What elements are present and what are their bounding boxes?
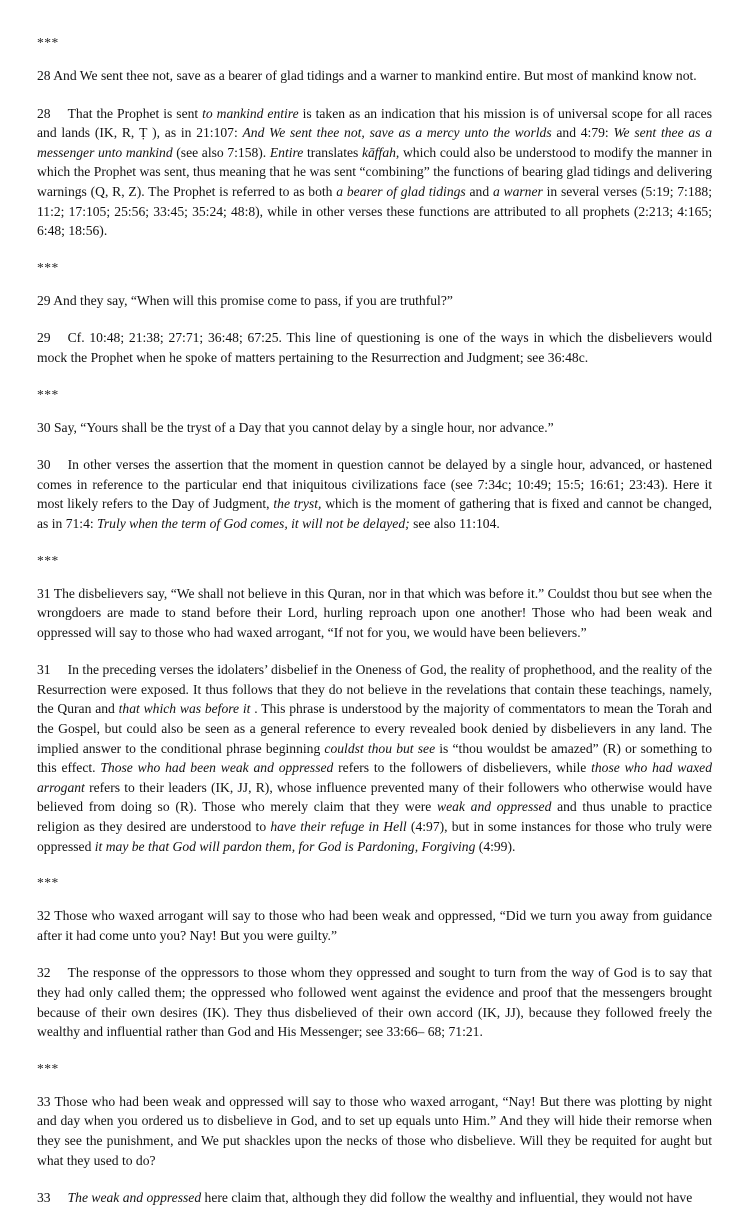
verse-paragraph — [37, 584, 712, 643]
text-run: here claim that, although they did follow the wealthy and influential, they would not have — [201, 1190, 693, 1206]
italic-run: a warner — [492, 183, 543, 199]
section-separator: *** — [37, 259, 59, 275]
text-run: (4:97), but in some instances for those who truly were oppressed — [37, 819, 712, 854]
text-run: 29 And they say, “When will this promise come to pass, if you are truthful?” — [37, 292, 453, 308]
page-content — [37, 34, 712, 1208]
italic-run: the tryst, — [273, 496, 322, 512]
verse-paragraph — [37, 906, 712, 945]
text-run: Cf. 10:48; 21:38; 27:71; 36:48; 67:25. This line of questioning is one of the ways in which the disbelievers would mock the Prophet when he spoke of matters pertaining to the Resurrection and Judgment; see 36:48c. — [37, 330, 712, 365]
commentary-paragraph — [37, 963, 712, 1041]
text-run: 28 And We sent thee not, save as a bearer of glad tidings and a warner to mankind entire. But most of mankind know not. — [37, 68, 697, 83]
italic-run: it may be that God will pardon them, for God is Pardoning, Forgiving — [94, 838, 476, 854]
italic-run: Entire — [269, 144, 304, 160]
section-separator: *** — [37, 552, 59, 568]
text-run: The response of the oppressors to those whom they oppressed and sought to turn from the way of God is to say that they had only called them; the oppressed who followed went against the evidence and proof that the messengers brought because of their own desires (IK). They thus disbelieved of their own accord (IK, JJ), because they followed freely the wealthy and influential rather than God and His Messenger; see 33:66– 68; 71:21. — [37, 965, 712, 1040]
text-run: refers to the followers of disbelievers, while — [333, 760, 592, 776]
section-separator: *** — [37, 1060, 59, 1076]
italic-run: couldst thou but see — [324, 740, 436, 756]
text-run: . This phrase is understood by the majority of commentators to mean the Torah and the Gospel, but could also be seen as a general reference to every revealed book denied by disbelievers in any land. The implied answer to the conditional phrase beginning — [37, 701, 712, 756]
text-run: and — [465, 183, 493, 199]
text-run: 32 Those who waxed arrogant will say to those who had been weak and oppressed, “Did we turn you away from guidance after it had come unto you? Nay! But you were guilty.” — [37, 908, 712, 943]
italic-run: kāffah, — [361, 144, 400, 160]
italic-run: The weak and oppressed — [67, 1190, 202, 1206]
text-run: and 4:79: — [551, 125, 614, 141]
text-run: (4:99). — [475, 838, 516, 854]
section-separator: *** — [37, 875, 59, 891]
section-separator: *** — [37, 35, 59, 50]
text-run: which is the moment of gathering that is fixed and cannot be changed, as in 71:4: — [37, 496, 713, 531]
commentary-paragraph — [37, 1188, 712, 1208]
italic-run: We sent thee as a messenger unto mankind — [37, 125, 712, 160]
text-run: That the Prophet is sent — [67, 105, 203, 121]
text-run: refers to their leaders (IK, JJ, R), whose influence prevented many of their followers who otherwise would have believed from doing so (R). Those who merely claim that they were — [37, 779, 712, 815]
text-run: In the preceding verses the idolaters’ disbelief in the Oneness of God, the reality of prophethood, and the reality of the Resurrection were exposed. It thus follows that they do not believe in the revelations that contain these teachings, namely, the Quran and — [37, 662, 712, 717]
italic-run: And We sent thee not, save as a mercy unto the worlds — [242, 125, 552, 141]
commentary-number: 28 — [37, 105, 51, 121]
italic-run: that which was before it — [118, 701, 251, 717]
text-run: in several verses (5:19; 7:188; 11:2; 17:105; 25:56; 33:45; 35:24; 48:8), while in other verses these functions are attributed to all prophets (2:213; 4:165; 6:48; 18:56). — [37, 183, 713, 239]
commentary-number: 31 — [37, 662, 51, 678]
commentary-number: 30 — [37, 457, 51, 473]
verse-paragraph — [37, 291, 712, 311]
commentary-paragraph — [37, 455, 712, 533]
text-run: 30 Say, “Yours shall be the tryst of a Day that you cannot delay by a single hour, nor advance.” — [37, 419, 554, 435]
commentary-paragraph — [37, 660, 712, 856]
verse-paragraph — [37, 418, 712, 438]
text-run: (see also 7:158). — [172, 144, 270, 160]
italic-run: to mankind entire — [202, 105, 299, 121]
commentary-number: 29 — [37, 330, 51, 346]
text-run: is “thou wouldst be amazed” (R) or something to this effect. — [37, 740, 712, 776]
verse-paragraph — [37, 66, 712, 86]
section-separator: *** — [37, 386, 59, 402]
commentary-number: 33 — [37, 1190, 51, 1206]
commentary-paragraph — [37, 104, 712, 241]
italic-run: those who had waxed arrogant — [37, 760, 713, 795]
italic-run: Truly when the term of God comes, it will not be delayed; — [97, 515, 410, 531]
text-run: In other verses the assertion that the moment in question cannot be delayed by a single hour, advanced, or hastened comes in reference to the particular end that iniquitous civilizations face (see 7:34c; 10:49; 15:5; 16:61; 23:43). Here it most likely refers to the Day of Judgment, — [37, 457, 712, 512]
italic-run: have their refuge in Hell — [270, 819, 407, 835]
commentary-number: 32 — [37, 965, 51, 981]
text-run: 31 The disbelievers say, “We shall not believe in this Quran, nor in that which was before it.” Couldst thou but see when the wrongdoers are made to stand before their Lord, hurling reproach upon one another! Those who had been weak and oppressed will say to those who had waxed arrogant, “If not for you, we would have been believers.” — [37, 585, 712, 640]
text-run: see also 11:104. — [409, 515, 500, 531]
text-run: which could also be understood to modify the manner in which the Prophet was sent, thus meaning that he was sent “combining” the functions of bearing glad tidings and delivering warnings (Q, R, Z). The Prophet is referred to as both — [37, 144, 712, 199]
italic-run: Those who had been weak and oppressed — [100, 760, 334, 776]
text-run: 33 Those who had been weak and oppressed will say to those who waxed arrogant, “Nay! But there was plotting by night and day when you ordered us to disbelieve in God, and to set up equals unto Him.” And they will hide their remorse when they see the punishment, and We put shackles upon the necks of those who disbelieve. Will they be requited for aught but what they used to do? — [37, 1093, 712, 1168]
commentary-paragraph — [37, 328, 712, 367]
text-run: is taken as an indication that his mission is of universal scope for all races and lands (IK, R, Ṭ ), as in 21:107: — [37, 105, 712, 141]
text-run: translates — [303, 144, 362, 160]
italic-run: a bearer of glad tidings — [336, 183, 466, 199]
italic-run: weak and oppressed — [437, 799, 552, 815]
text-run: and thus unable to practice religion as they desired are understood to — [37, 799, 713, 835]
verse-paragraph — [37, 1092, 712, 1170]
